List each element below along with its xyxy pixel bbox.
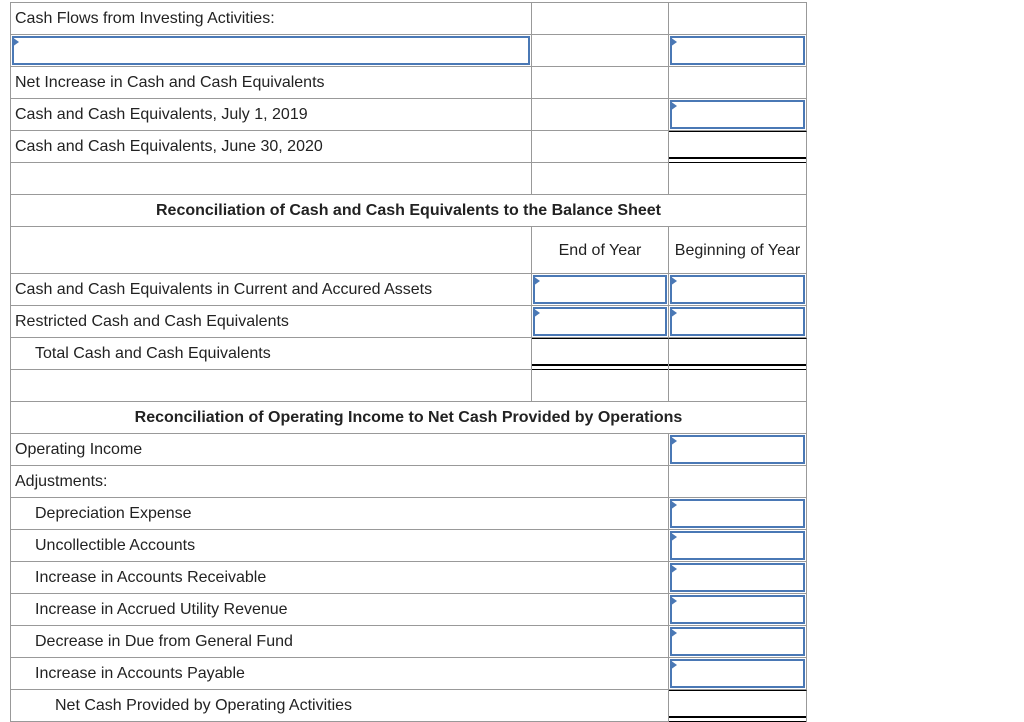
- row-label: Increase in Accounts Receivable: [11, 562, 669, 593]
- row-label: Cash and Cash Equivalents, July 1, 2019: [11, 99, 532, 130]
- investing-item-dropdown[interactable]: [12, 36, 530, 65]
- section-title: Reconciliation of Operating Income to Net Cash Provided by Operations: [11, 402, 807, 433]
- table-row: [11, 306, 807, 338]
- row-label: Cash Flows from Investing Activities:: [11, 3, 532, 34]
- begin-year-input[interactable]: [670, 307, 805, 336]
- end-year-total: [532, 338, 669, 369]
- investing-amount-input[interactable]: [670, 36, 805, 65]
- table-row: [11, 3, 807, 35]
- table-row: [11, 658, 807, 690]
- blank-row: [11, 163, 807, 195]
- table-row: [11, 35, 807, 67]
- row-label: Increase in Accrued Utility Revenue: [11, 594, 669, 625]
- table-row: [11, 690, 807, 722]
- end-year-input[interactable]: [533, 275, 667, 304]
- amount-input[interactable]: [670, 595, 805, 624]
- blank-row: [11, 370, 807, 402]
- amount-input[interactable]: [670, 531, 805, 560]
- begin-cash-input[interactable]: [670, 100, 805, 129]
- column-header-row: [11, 227, 807, 274]
- section-heading-row: [11, 402, 807, 434]
- end-cash-total: [669, 131, 807, 162]
- row-label: Net Increase in Cash and Cash Equivalents: [11, 67, 532, 98]
- table-row: [11, 626, 807, 658]
- table-row: [11, 338, 807, 370]
- amount-input[interactable]: [670, 499, 805, 528]
- row-label: Increase in Accounts Payable: [11, 658, 669, 689]
- amount-input[interactable]: [670, 627, 805, 656]
- row-label: Cash and Cash Equivalents, June 30, 2020: [11, 131, 532, 162]
- row-label: Depreciation Expense: [11, 498, 669, 529]
- col-header-end-of-year: End of Year: [532, 227, 669, 273]
- table-row: [11, 498, 807, 530]
- cash-flow-worksheet: [10, 2, 807, 722]
- table-row: [11, 99, 807, 131]
- table-row: [11, 562, 807, 594]
- table-row: [11, 594, 807, 626]
- row-label: Net Cash Provided by Operating Activities: [11, 690, 669, 721]
- table-row: [11, 530, 807, 562]
- begin-year-input[interactable]: [670, 275, 805, 304]
- section-heading-row: [11, 195, 807, 227]
- row-label: Cash and Cash Equivalents in Current and Accured Assets: [11, 274, 532, 305]
- table-row: [11, 67, 807, 99]
- amount-input[interactable]: [670, 563, 805, 592]
- col-header-beginning-of-year: Beginning of Year: [669, 227, 807, 273]
- section-title: Reconciliation of Cash and Cash Equivalents to the Balance Sheet: [11, 195, 807, 226]
- table-row: [11, 131, 807, 163]
- table-row: [11, 466, 807, 498]
- row-label: Decrease in Due from General Fund: [11, 626, 669, 657]
- row-label: Total Cash and Cash Equivalents: [11, 338, 532, 369]
- amount-input[interactable]: [670, 659, 805, 688]
- begin-year-total: [669, 338, 807, 369]
- operating-income-input[interactable]: [670, 435, 805, 464]
- net-cash-total: [669, 690, 807, 721]
- end-year-input[interactable]: [533, 307, 667, 336]
- table-row: [11, 434, 807, 466]
- row-label: Adjustments:: [11, 466, 669, 497]
- row-label: Uncollectible Accounts: [11, 530, 669, 561]
- table-row: [11, 274, 807, 306]
- row-label: Operating Income: [11, 434, 669, 465]
- row-label: Restricted Cash and Cash Equivalents: [11, 306, 532, 337]
